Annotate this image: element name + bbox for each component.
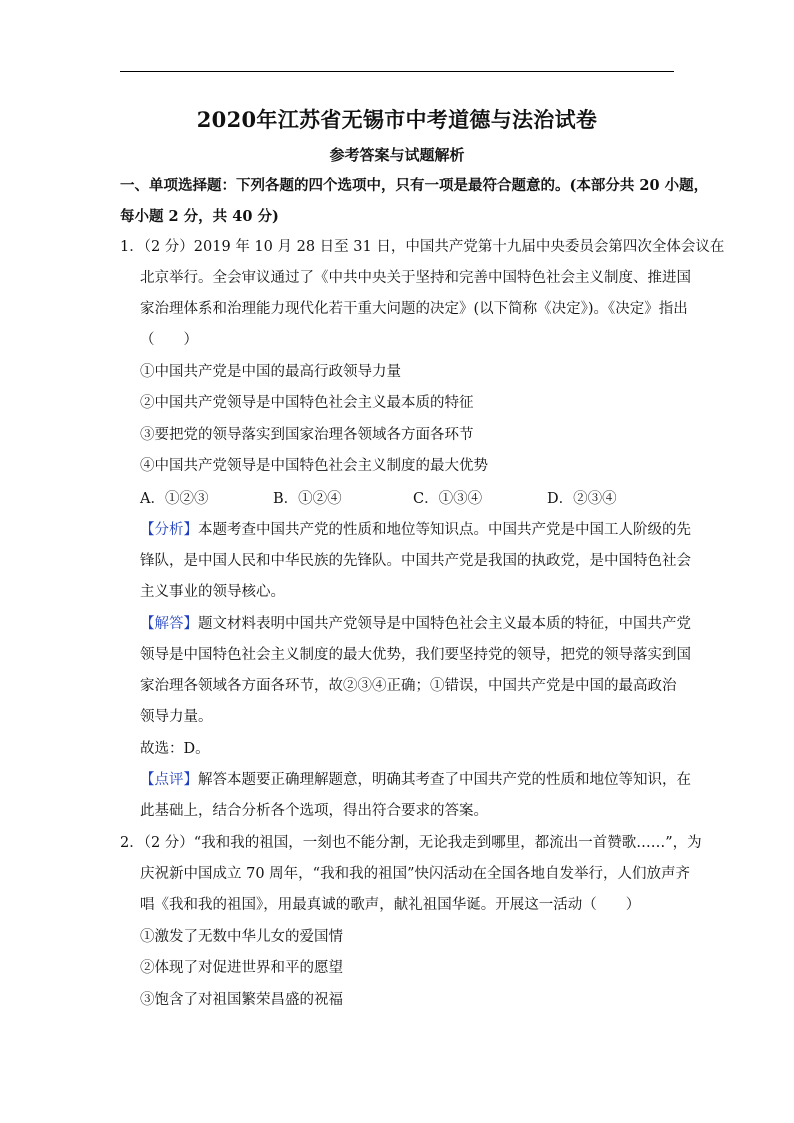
q1-stem-line-2: 北京举行。全会审议通过了《中共中央关于坚持和完善中国特色社会主义制度、推进国	[140, 270, 691, 286]
q1-choice: 故选：D。	[140, 741, 210, 757]
header-rule	[120, 71, 674, 72]
q1-answer-line-4: 领导力量。	[140, 709, 213, 725]
analysis-text: 本题考查中国共产党的性质和地位等知识点。中国共产党是中国工人阶级的先	[198, 522, 691, 538]
q2-item-1: ①激发了无数中华儿女的爱国情	[140, 929, 343, 945]
answer-text: 题文材料表明中国共产党领导是中国特色社会主义最本质的特征，中国共产党	[198, 616, 691, 632]
q1-item-1: ①中国共产党是中国的最高行政领导力量	[140, 364, 401, 380]
analysis-tag: 【分析】	[140, 522, 198, 538]
q1-stem-line-4: （ ）	[140, 332, 198, 348]
q1-analysis-line-3: 主义事业的领导核心。	[140, 584, 285, 600]
q1-analysis-line-1	[140, 515, 691, 546]
q1-answer-line-1	[140, 609, 691, 640]
q1-stem-line-1: 1．（2 分）2019 年 10 月 28 日至 31 日，中国共产党第十九届中央委员会第四次全体会议在	[120, 239, 725, 255]
q2-stem-line-1: 2．（2 分）“我和我的祖国，一刻也不能分割，无论我走到哪里，都流出一首赞歌……”，为	[120, 835, 702, 851]
document-subtitle: 参考答案与试题解析	[329, 146, 465, 164]
q1-answer-line-3: 家治理各领域各方面各环节，故②③④正确；①错误，中国共产党是中国的最高政治	[140, 678, 677, 694]
document-title: 2020年江苏省无锡市中考道德与法治试卷	[196, 107, 598, 132]
q1-option-a: A．①②③	[140, 491, 209, 507]
q1-analysis-line-2: 锋队，是中国人民和中华民族的先锋队。中国共产党是我国的执政党，是中国特色社会	[140, 553, 691, 569]
section-heading-line-1: 一、单项选择题：下列各题的四个选项中，只有一项是最符合题意的。(本部分共 20 小题，	[120, 177, 709, 194]
q1-option-b: B．①②④	[273, 491, 342, 507]
answer-tag: 【解答】	[140, 616, 198, 632]
q1-item-2: ②中国共产党领导是中国特色社会主义最本质的特征	[140, 395, 474, 411]
q1-answer-line-2: 领导是中国特色社会主义制度的最大优势，我们要坚持党的领导，把党的领导落实到国	[140, 647, 691, 663]
q1-comment-line-1	[140, 765, 691, 796]
q1-option-d: D．②③④	[547, 491, 617, 507]
section-heading-line-2: 每小题 2 分，共 40 分)	[120, 208, 279, 225]
q1-item-4: ④中国共产党领导是中国特色社会主义制度的最大优势	[140, 458, 488, 474]
q1-comment-line-2: 此基础上，结合分析各个选项，得出符合要求的答案。	[140, 803, 488, 819]
comment-tag: 【点评】	[140, 772, 198, 788]
q1-option-c: C．①③④	[413, 491, 483, 507]
q1-item-3: ③要把党的领导落实到国家治理各领域各方面各环节	[140, 427, 474, 443]
comment-text: 解答本题要正确理解题意，明确其考查了中国共产党的性质和地位等知识，在	[198, 772, 691, 788]
q2-stem-line-3: 唱《我和我的祖国》，用最真诚的歌声，献礼祖国华诞。开展这一活动（ ）	[140, 897, 641, 913]
q2-item-2: ②体现了对促进世界和平的愿望	[140, 960, 343, 976]
q1-stem-line-3: 家治理体系和治理能力现代化若干重大问题的决定》(以下简称《决定》)。《决定》指出	[140, 301, 688, 317]
q2-stem-line-2: 庆祝新中国成立 70 周年，“我和我的祖国”快闪活动在全国各地自发举行，人们放声齐	[140, 866, 690, 882]
q2-item-3: ③饱含了对祖国繁荣昌盛的祝福	[140, 992, 343, 1008]
